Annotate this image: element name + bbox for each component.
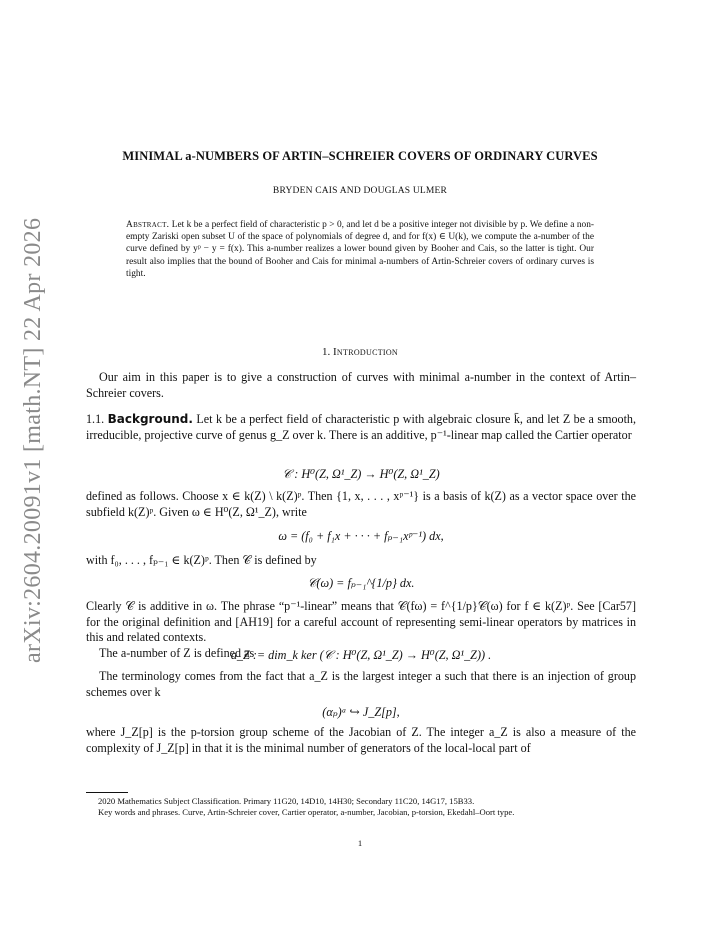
background-text: Let k be a perfect field of characteristic p with algebraic closure k̄, and let Z be a smooth, irreducible, projective curve of genus g_Z over k. There is an additive, p⁻¹-linear map called the Cartier operator xyxy=(86,412,637,442)
equation-cartier-operator: 𝒞 : H⁰(Z, Ω¹_Z) → H⁰(Z, Ω¹_Z) xyxy=(282,467,440,481)
keywords-footnote: Key words and phrases. Curve, Artin-Schreier cover, Cartier operator, a-number, Jacobian, p-torsion, Ekedahl–Oort type. xyxy=(98,807,515,818)
abstract-label: Abstract. xyxy=(126,220,170,230)
paper-authors: BRYDEN CAIS AND DOUGLAS ULMER xyxy=(272,186,448,196)
abstract-text: Let k be a perfect field of characteristic p > 0, and let d be a positive integer not divisible by p. We define a non-empty Zariski open subset U of the space of polynomials of degree d, and for f(x) ∈ U(k), we compute the a-number of the curve defined by yᵖ − y = f(x). This a-number realizes a lower bound given by Booher and Cais, so the latter is tight. Our result also implies that the bound of Booher and Cais for minimal a-numbers of Artin-Schreier covers of ordinary curves is tight. xyxy=(126,220,595,279)
cartier-definition-paragraph: with f₀, . . . , fₚ₋₁ ∈ k(Z)ᵖ. Then 𝒞 is defined by xyxy=(86,553,317,567)
equation-a-number: a_Z := dim_k ker (𝒞 : H⁰(Z, Ω¹_Z) → H⁰(Z, Ω¹_Z)) . xyxy=(230,648,492,662)
footnotes xyxy=(86,796,636,819)
paper-title: MINIMAL a-NUMBERS OF ARTIN–SCHREIER COVERS OF ORDINARY CURVES xyxy=(122,149,598,163)
section-heading xyxy=(86,346,634,358)
linearity-paragraph: Clearly 𝒞 is additive in ω. The phrase “p⁻¹-linear” means that 𝒞(fω) = f^{1/p}𝒞(ω) for f ∈ k(Z)ᵖ. See [Car57] for the original definition and [AH19] for a careful account of representing semi-linear operators by matrices in this and related contexts. The a-number of Z is defined as xyxy=(86,599,636,660)
background-paragraph xyxy=(86,412,636,443)
section-number: 1. xyxy=(321,346,331,358)
section-title: Introduction xyxy=(332,346,399,358)
equation-omega: ω = (f₀ + f₁x + · · · + fₚ₋₁xᵖ⁻¹) dx, xyxy=(278,529,444,543)
definition-paragraph: defined as follows. Choose x ∈ k(Z) \ k(Z)ᵖ. Then {1, x, . . . , xᵖ⁻¹} is a basis of k(Z) as a vector space over the subfield k(Z)ᵖ. Given ω ∈ H⁰(Z, Ω¹_Z), write xyxy=(86,489,636,519)
terminology-paragraph: The terminology comes from the fact that a_Z is the largest integer a such that there is an injection of group schemes over k xyxy=(86,669,636,699)
subsection-number: 1.1. xyxy=(86,412,105,426)
equation-cartier-formula: 𝒞(ω) = fₚ₋₁^{1/p} dx. xyxy=(307,576,415,590)
intro-paragraph: Our aim in this paper is to give a construction of curves with minimal a-number in the context of Artin–Schreier covers. xyxy=(86,370,636,400)
subsection-title: Background. xyxy=(107,412,193,426)
torsion-paragraph: where J_Z[p] is the p-torsion group scheme of the Jacobian of Z. The integer a_Z is also a measure of the complexity of J_Z[p] in that it is the minimal number of generators of the local-local part of xyxy=(86,725,636,755)
abstract xyxy=(126,219,594,280)
page-number: 1 xyxy=(357,838,363,848)
arxiv-stamp: arXiv:2604.20091v1 [math.NT] 22 Apr 2026 xyxy=(20,217,46,663)
msc-footnote: 2020 Mathematics Subject Classification. Primary 11G20, 14D10, 14H30; Secondary 11C20, 14G17, 15B33. xyxy=(98,796,475,806)
equation-injection: (αₚ)ᵃ ↪ J_Z[p], xyxy=(322,705,400,719)
footnote-rule xyxy=(86,792,128,793)
